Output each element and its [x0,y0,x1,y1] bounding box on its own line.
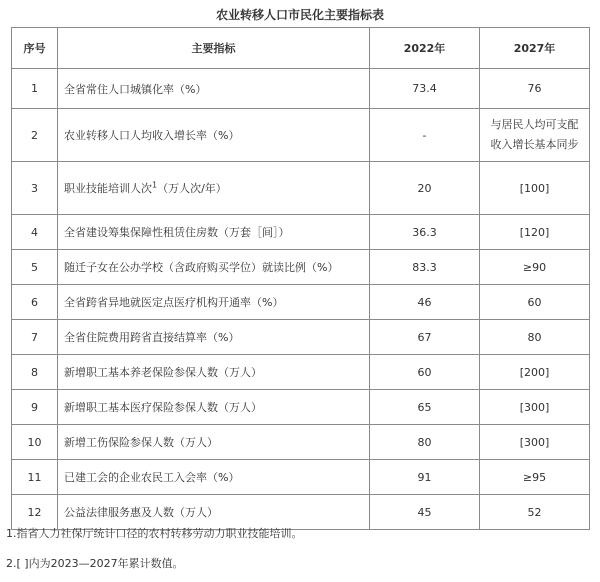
row-value-2022: 65 [370,390,480,425]
row-value-2027: [120] [480,215,590,250]
row-indicator: 新增职工基本养老保险参保人数（万人） [58,355,370,390]
footnote-marker: 1 [152,180,158,190]
row-value-2022: 20 [370,162,480,215]
row-value-2027: 76 [480,69,590,109]
row-indicator: 已建工会的企业农民工入会率（%） [58,460,370,495]
header-indicator: 主要指标 [58,28,370,69]
row-value-2027: 60 [480,285,590,320]
table-row [12,215,590,250]
header-2027: 2027年 [480,28,590,69]
table-row [12,109,590,162]
table-row [12,320,590,355]
table-row [12,162,590,215]
row-no: 10 [12,425,58,460]
row-indicator: 新增职工基本医疗保险参保人数（万人） [58,390,370,425]
table-row [12,69,590,109]
row-indicator: 公益法律服务惠及人数（万人） [58,495,370,530]
row-indicator: 全省建设筹集保障性租赁住房数（万套［间］） [58,215,370,250]
row-no: 4 [12,215,58,250]
row-value-2022: 91 [370,460,480,495]
row-indicator: 全省住院费用跨省直接结算率（%） [58,320,370,355]
row-no: 3 [12,162,58,215]
table-row [12,460,590,495]
row-value-2022: 67 [370,320,480,355]
row-value-2022: - [370,109,480,162]
header-no: 序号 [12,28,58,69]
row-value-2027: [100] [480,162,590,215]
table-row [12,250,590,285]
row-value-2022: 83.3 [370,250,480,285]
row-value-2022: 46 [370,285,480,320]
row-indicator: 随迁子女在公办学校（含政府购买学位）就读比例（%） [58,250,370,285]
header-2022: 2022年 [370,28,480,69]
row-no: 2 [12,109,58,162]
row-no: 11 [12,460,58,495]
row-indicator: 农业转移人口人均收入增长率（%） [58,109,370,162]
row-value-2022: 73.4 [370,69,480,109]
footnote-2: 2.[ ]内为2023—2027年累计数值。 [6,557,184,570]
row-value-2022: 80 [370,425,480,460]
row-indicator [58,162,370,215]
row-value-2027: 与居民人均可支配收入增长基本同步 [480,109,590,162]
row-value-2027: 80 [480,320,590,355]
indicator-text: 职业技能培训人次 [64,182,152,195]
row-no: 8 [12,355,58,390]
indicator-table [11,27,590,530]
row-indicator: 全省跨省异地就医定点医疗机构开通率（%） [58,285,370,320]
row-value-2022: 45 [370,495,480,530]
header-row [12,28,590,69]
row-value-2027: [200] [480,355,590,390]
row-no: 9 [12,390,58,425]
row-value-2022: 60 [370,355,480,390]
footnote-1: 1.指省人力社保厅统计口径的农村转移劳动力职业技能培训。 [6,527,303,540]
row-value-2027: 52 [480,495,590,530]
row-no: 7 [12,320,58,355]
table-row [12,355,590,390]
row-value-2027: ≥95 [480,460,590,495]
row-value-2027: [300] [480,425,590,460]
row-value-2027: ≥90 [480,250,590,285]
table-row [12,390,590,425]
row-indicator: 全省常住人口城镇化率（%） [58,69,370,109]
row-no: 6 [12,285,58,320]
row-indicator: 新增工伤保险参保人数（万人） [58,425,370,460]
table-row [12,285,590,320]
row-value-2027: [300] [480,390,590,425]
indicator-unit: （万人次/年） [157,182,227,195]
table-title: 农业转移人口市民化主要指标表 [215,8,384,22]
row-no: 1 [12,69,58,109]
table-row [12,425,590,460]
row-no: 12 [12,495,58,530]
row-value-2022: 36.3 [370,215,480,250]
row-no: 5 [12,250,58,285]
